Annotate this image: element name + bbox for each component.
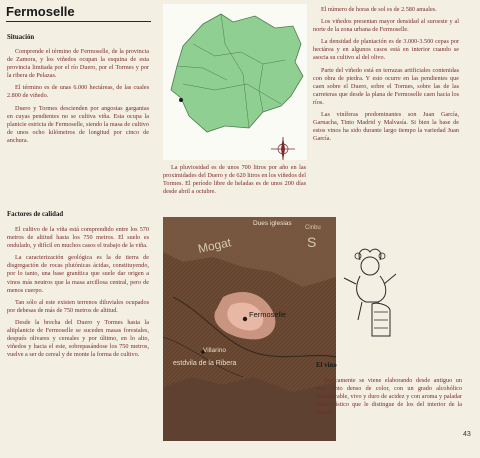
paragraph: El número de horas de sol es de 2.580 anuales. [321,6,437,13]
factores-text [7,226,149,363]
paragraph: Las viníferas predominantes son Juan García, Garnacha, Tinto Madrid y Malvasía. Si bien la base de estos vinos ha sido durante largo tiempo la variedad Juan García. [313,111,459,143]
clima-text [163,164,306,200]
paragraph: Básicamente se viene elaborando desde antiguo un vino tinto denso de color, con un grado alcohólico considerable, vivo y duro de acidez y con aroma y paladar característico que le distingue de los del interior de la meseta. [316,377,462,417]
section-heading-situacion: Situación [7,34,35,41]
paragraph: El cultivo de la viña está comprendido entre los 570 metros de altitud hasta los 750 metros. El suelo es ondulado, y difícil en muchos casos el trabajo de la viña. [7,226,149,250]
paragraph: El término es de unas 6.000 hectáreas, de las cuales 2.800 de viñedo. [7,84,149,100]
section-heading-el-vino: El vino [316,362,337,369]
compass-rose-icon [271,137,295,160]
map-label-corner: S [307,234,317,250]
paragraph: Duero y Tormes descienden por angostas gargantas en cuyas pendientes no se cultiva viña. Esta ocupa la planicie estricta de Fermoselle, siendo la masa de cultivo de unos ocho kilómetros de longitud por cinco de anchura. [7,104,149,144]
section-heading-factores: Factores de calidad [7,211,64,218]
paragraph: Comprende el término de Fermoselle, de la provincia de Zamora, y los viñedos ocupan la esquina de esta provincia limitada por el río Duero, por el Tormes y por la ribera de Pelazas. [7,48,149,80]
map-label-side: Cinbu [305,225,321,231]
map-label-ribera: estdvila de la Ribera [173,360,237,367]
paragraph: Parte del viñedo está en terrazas artificiales contenidas con obra de piedra. Y esto ocurre en las pendientes que caen sobre el Duero, sobre el Tormes, sobre las de las carreteras que desde la plana de Fermoselle caen hacia los ríos. [313,66,459,106]
paragraph: Tan sólo al este existen terrenos diluviales ocupados por debesas de más de 750 metros de altitud. [7,298,149,314]
regional-map [163,4,307,160]
bacchus-figure-icon [338,240,410,340]
page-title: Fermoselle [6,4,151,22]
map-label-mogat: Mogat [196,235,233,256]
map-label-villarino: Villarino [203,347,227,354]
paragraph: La pluviosidad es de unos 700 litros por año en las proximidades del Duero y de 620 litros en los viñedos del Tormes. El período libre de heladas es de unos 200 días desde abril a octubre. [163,164,306,196]
map-label-top: Dues iglesias [253,220,292,227]
el-vino-text [316,377,462,421]
situacion-text [7,48,149,149]
right-column-text [313,6,459,147]
paragraph: Los viñedos presentan mayor densidad al suroeste y al norte de la zona urbana de Fermoselle. [313,18,459,34]
terrain-map [163,217,336,441]
paragraph: La densidad de plantación es de 3.000-3.500 cepas por hectárea y en algunos casos está en interior cuando se asocia su cultivo al del olivo. [313,38,459,62]
page-number: 43 [463,431,471,438]
map-label-fermoselle: Fermoselle [249,310,287,319]
paragraph: La caracterización geológica es la de tierra de disgregación de rocas plutónicas ácidas, constituyendo, por lo tanto, una base granítica que suele dar origen a vinos más neutros que la masa arcillosa central, pero de menos cuerpo. [7,254,149,294]
paragraph: Desde la brecha del Duero y Tormes hasta la altiplanicie de Fermoselle se suceden masas forestales, después olivares y cereales y por último, en lo alto, viñedos y hacia el este, sobrepasándose los 750 metros, vuelve a ser de cereal y de monte la forma de cultivo. [7,318,149,359]
